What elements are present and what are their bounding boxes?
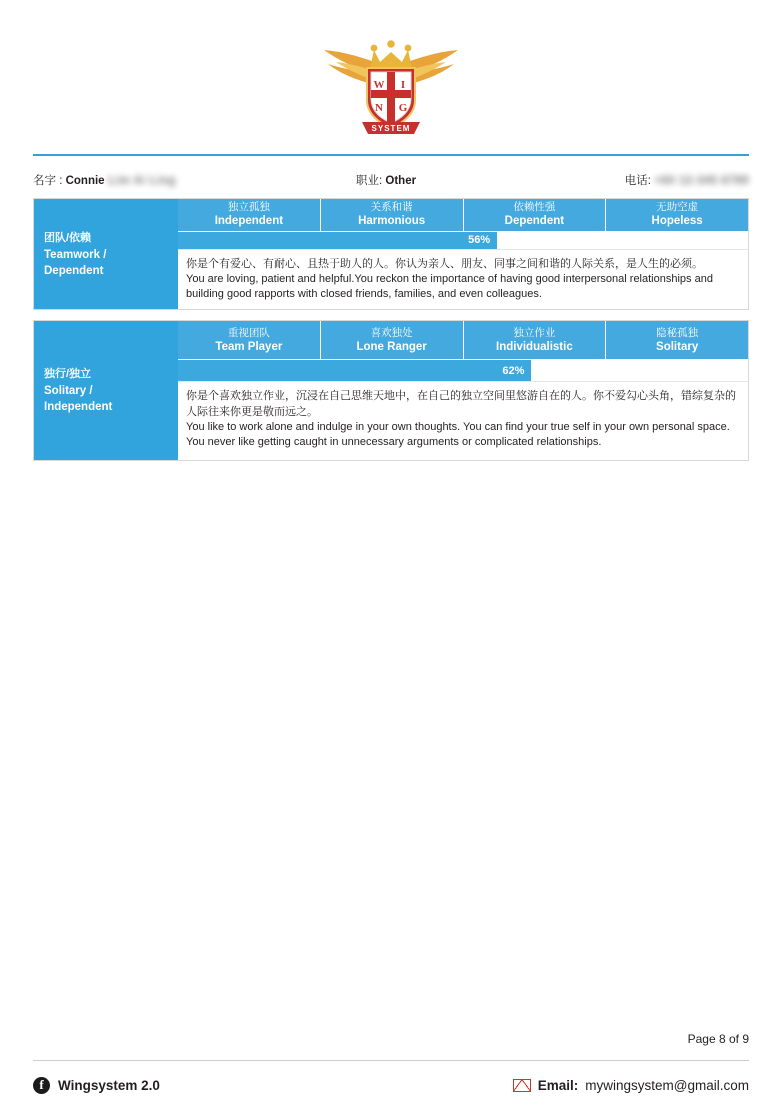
footer-email-address: mywingsystem@gmail.com	[585, 1077, 749, 1093]
trait-score-label: 62%	[502, 364, 525, 377]
trait-title-en-line1: Solitary /	[44, 385, 93, 397]
trait-score-bar-fill	[178, 232, 497, 249]
page-number: Page 8 of 9	[687, 1032, 749, 1046]
trait-description-en: You like to work alone and indulge in your own thoughts. You can find your true self in your own personal space. You never like getting caught in unnecessary arguments or complicated relationships.	[186, 421, 730, 448]
trait-title-cn: 团队/依赖	[44, 231, 92, 244]
scale-cell-en: Independent	[214, 215, 284, 228]
trait-description-teamwork-dependent	[178, 249, 748, 309]
trait-title-cn: 独行/独立	[44, 368, 92, 380]
footer-brand-label: Wingsystem 2.0	[58, 1077, 160, 1093]
trait-description-cn: 你是个有爱心、有耐心、且热于助人的人。你认为亲人、朋友、同事之间和谐的人际关系，是人生的必须。	[186, 258, 703, 270]
scale-cell-cn: 重视团队	[227, 326, 270, 339]
trait-scale-row	[178, 199, 748, 232]
trait-body-solitary-independent	[178, 321, 748, 460]
identity-phone-value: +60 12-345 6789	[654, 175, 749, 187]
trait-title-teamwork-dependent	[34, 199, 178, 309]
scale-cell-independent	[178, 199, 321, 231]
scale-cell-cn: 喜欢独处	[370, 326, 413, 339]
scale-cell-cn: 无助空虚	[656, 201, 699, 214]
svg-text:G: G	[398, 102, 407, 114]
identity-phone-label: 电话:	[624, 175, 651, 187]
identity-job-value: Other	[385, 175, 417, 187]
footer-facebook[interactable]	[33, 1077, 160, 1094]
trait-title-solitary-independent	[34, 321, 178, 460]
trait-score-bar-track	[178, 232, 748, 249]
logo-header	[0, 0, 782, 133]
identity-name-value: Connie	[65, 175, 105, 187]
identity-bar	[33, 172, 749, 194]
page-footer	[33, 1070, 749, 1100]
scale-cell-cn: 隐秘孤独	[656, 326, 699, 339]
facebook-icon: f	[33, 1077, 50, 1094]
identity-phone	[625, 172, 749, 188]
trait-title-en-line1: Teamwork /	[44, 248, 107, 261]
trait-title-en-line2: Independent	[44, 401, 113, 413]
scale-cell-dependent	[464, 199, 607, 231]
trait-scale-row	[178, 321, 748, 360]
trait-score-bar-track	[178, 360, 748, 381]
scale-cell-en: Hopeless	[651, 215, 703, 228]
svg-text:SYSTEM: SYSTEM	[371, 124, 410, 133]
trait-title-en-line2: Dependent	[44, 264, 104, 277]
identity-job	[356, 172, 416, 188]
trait-score-bar-fill	[178, 360, 531, 381]
scale-cell-hopeless	[606, 199, 748, 231]
trait-block-teamwork-dependent	[33, 198, 749, 310]
header-divider	[33, 154, 749, 156]
footer-email[interactable]	[513, 1078, 749, 1093]
scale-cell-en: Harmonious	[358, 215, 426, 228]
scale-cell-solitary	[606, 321, 748, 359]
scale-cell-en: Dependent	[504, 215, 565, 228]
footer-divider	[33, 1060, 749, 1061]
scale-cell-en: Solitary	[656, 340, 699, 353]
wing-system-logo	[304, 30, 479, 135]
trait-description-cn: 你是个喜欢独立作业，沉浸在自己思维天地中，在自己的独立空间里悠游自在的人。你不爱勾心头角，错综复杂的人际往来你更是敬而远之。	[186, 390, 736, 418]
scale-cell-individualistic	[464, 321, 607, 359]
identity-name-value-masked: Lim Ai Ling	[104, 175, 176, 187]
trait-score-label: 56%	[468, 234, 491, 247]
scale-cell-cn: 独立作业	[513, 326, 556, 339]
trait-block-solitary-independent	[33, 320, 749, 461]
identity-job-label: 职业:	[356, 175, 383, 187]
scale-cell-cn: 独立孤独	[227, 201, 270, 214]
scale-cell-team-player	[178, 321, 321, 359]
scale-cell-en: Individualistic	[496, 340, 573, 353]
footer-email-label: Email:	[537, 1077, 579, 1093]
svg-text:W: W	[373, 79, 384, 91]
scale-cell-en: Team Player	[215, 340, 283, 353]
identity-name-label: 名字 :	[33, 175, 63, 187]
svg-text:N: N	[374, 102, 383, 114]
scale-cell-cn: 依赖性强	[513, 201, 556, 214]
trait-description-en: You are loving, patient and helpful.You reckon the importance of having good interpersonal relationships and building good rapports with closed friends, families, and even colleagues.	[186, 273, 713, 300]
scale-cell-cn: 关系和谐	[370, 201, 413, 214]
trait-body-teamwork-dependent	[178, 199, 748, 309]
svg-text:I: I	[400, 79, 405, 91]
trait-description-solitary-independent	[178, 381, 748, 460]
scale-cell-lone-ranger	[321, 321, 464, 359]
identity-name	[33, 172, 176, 188]
scale-cell-en: Lone Ranger	[356, 340, 427, 353]
envelope-icon	[513, 1079, 531, 1092]
scale-cell-harmonious	[321, 199, 464, 231]
